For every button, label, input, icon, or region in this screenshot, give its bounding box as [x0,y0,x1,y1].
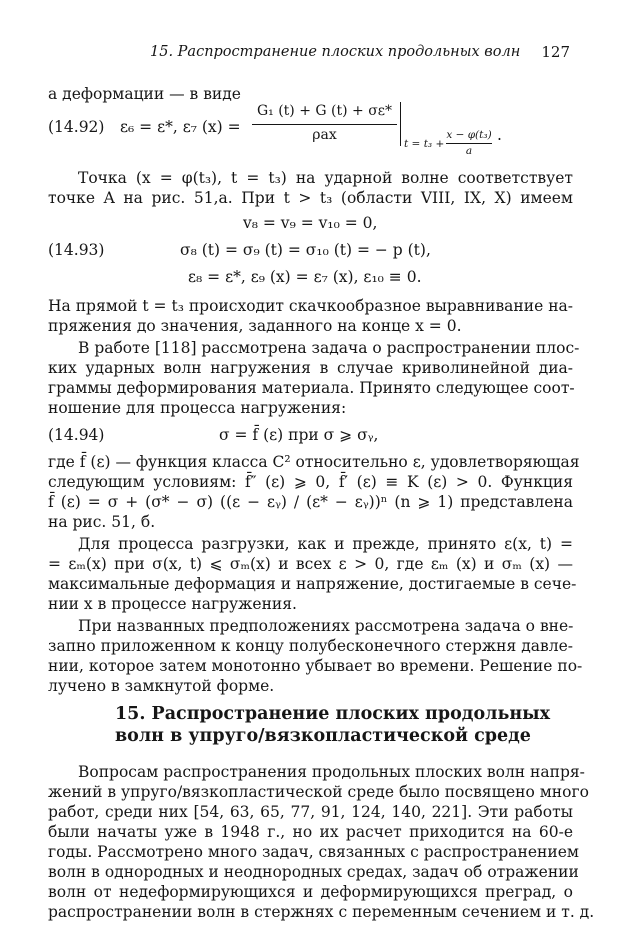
text-line: лучено в замкнутой форме. [48,677,275,695]
text-line: Точка (x = φ(t₃), t = t₃) на ударной волне соответствует [78,169,573,187]
text-line: распространении волн в стержнях с переменным сечением и т. д. [48,903,595,921]
text-line: где f̄ (ε) — функция класса C² относительно ε, удовлетворяющая [48,453,580,471]
evaluation-bar [400,102,401,146]
section-heading-line2: волн в упруго/вязкопластической среде [115,726,531,746]
equation-14-93-line3: ε₈ = ε*, ε₉ (x) = ε₇ (x), ε₁₀ ≡ 0. [188,268,422,286]
intro-line: а деформации — в виде [48,85,241,103]
equation-14-92-period: . [497,126,502,144]
equation-14-92-sub-numerator: x − φ(t₃) [446,129,492,141]
text-line: были начаты уже в 1948 г., но их расчет приходится на 60-е [48,823,573,841]
equation-14-93-line1: v₈ = v₉ = v₁₀ = 0, [243,214,378,232]
text-line: f̄ (ε) = σ + (σ* − σ) ((ε − εᵧ) / (ε* − εᵧ))ⁿ (n ⩾ 1) представлена [48,493,573,511]
text-line: граммы деформирования материала. Принято следующее соот- [48,379,575,397]
text-line: волн в однородных и неоднородных средах, задач об отражении [48,863,579,881]
equation-14-92-eval-subscript: t = t₃ + [404,138,445,150]
sub-fraction-bar [446,143,492,144]
equation-14-92-denominator: ρax [312,127,337,143]
text-line: следующим условиям: f̄″ (ε) ⩾ 0, f̄′ (ε) ≡ K (ε) > 0. Функция [48,473,573,491]
text-line: пряжения до значения, заданного на конце x = 0. [48,317,462,335]
equation-14-92-numerator: G₁ (t) + G (t) + σε* [256,103,393,119]
text-line: ких ударных волн нагружения в случае криволинейной диа- [48,359,573,377]
equation-label-14-94: (14.94) [48,426,105,444]
equation-14-92-sub-denominator: a [465,145,473,157]
text-line: работ, среди них [54, 63, 65, 77, 91, 124, 140, 221]. Эти работы [48,803,573,821]
text-line: точке A на рис. 51,a. При t > t₃ (области VIII, IX, X) имеем [48,189,573,207]
equation-14-92-lhs: ε₆ = ε*, ε₇ (x) = [120,118,241,136]
section-heading-line1: 15. Распространение плоских продольных [115,704,551,724]
equation-14-93-line2: σ₈ (t) = σ₉ (t) = σ₁₀ (t) = − p (t), [180,241,431,259]
text-line: нии, которое затем монотонно убывает во времени. Решение по- [48,657,583,675]
fraction-bar [252,124,397,125]
text-line: нии x в процессе нагружения. [48,595,297,613]
text-line: При названных предположениях рассмотрена задача о вне- [78,617,574,635]
text-line: ношение для процесса нагружения: [48,399,347,417]
text-line: Для процесса разгрузки, как и прежде, принято ε(x, t) = [78,535,573,553]
equation-label-14-92: (14.92) [48,118,105,136]
text-line: максимальные деформация и напряжение, достигаемые в сече- [48,575,577,593]
text-line: В работе [118] рассмотрена задача о распространении плос- [78,339,580,357]
text-line: на рис. 51, б. [48,513,156,531]
text-line: годы. Рассмотрено много задач, связанных с распространением [48,843,579,861]
text-line: На прямой t = t₃ происходит скачкообразное выравнивание на- [48,297,573,315]
running-header-title: 15. Распространение плоских продольных волн [150,44,521,60]
text-line: запно приложенном к концу полубесконечного стержня давле- [48,637,573,655]
text-line: = εₘ(x) при σ(x, t) ⩽ σₘ(x) и всех ε > 0, где εₘ (x) и σₘ (x) — [48,555,573,573]
text-line: жений в упруго/вязкопластической среде было посвящено много [48,783,589,801]
equation-14-94-body: σ = f̄ (ε) при σ ⩾ σᵧ, [219,426,379,444]
text-line: волн от недеформирующихся и деформирующихся преград, о [48,883,573,901]
text-line: Вопросам распространения продольных плоских волн напря- [78,763,585,781]
equation-label-14-93: (14.93) [48,241,105,259]
page-number: 127 [541,43,570,61]
